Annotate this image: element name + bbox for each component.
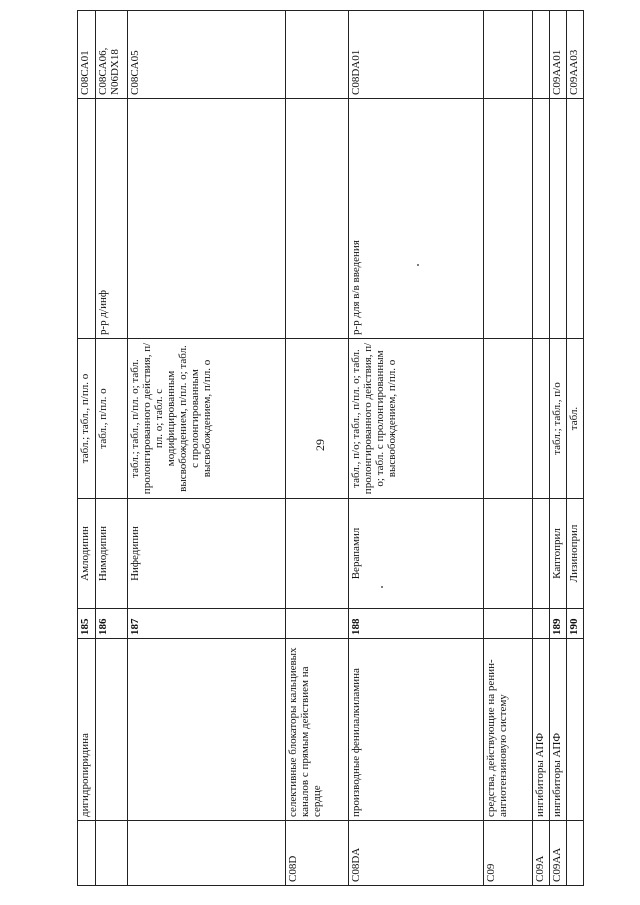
table-row	[95, 11, 127, 886]
table-row	[348, 11, 483, 886]
group-cell: селективные блокаторы кальциевых каналов с прямым действием на сердце	[285, 639, 348, 821]
table-row	[567, 11, 584, 886]
atc-cell	[127, 821, 285, 886]
code-cell: C08DA01	[348, 11, 483, 99]
page-number: 29	[313, 439, 327, 451]
table-row	[78, 11, 96, 886]
drug-cell	[533, 499, 550, 609]
form-cell: табл.; табл., п/пл. о	[78, 339, 96, 499]
atc-cell	[95, 821, 127, 886]
form-extra-cell: р-р д/инф	[95, 99, 127, 339]
form-cell	[483, 339, 533, 499]
table-row	[533, 11, 550, 886]
form-extra-cell	[550, 99, 567, 339]
drug-cell: Нифедипин	[127, 499, 285, 609]
form-extra-cell: р-р для в/в введения	[348, 99, 483, 339]
drug-cell: Нимодипин	[95, 499, 127, 609]
atc-cell: C09AA	[550, 821, 567, 886]
group-cell: ингибиторы АПФ	[533, 639, 550, 821]
number-cell	[285, 609, 348, 639]
code-cell: C08CA01	[78, 11, 96, 99]
table-row	[483, 11, 533, 886]
group-cell	[127, 639, 285, 821]
number-cell: 187	[127, 609, 285, 639]
number-cell: 188	[348, 609, 483, 639]
code-cell	[483, 11, 533, 99]
code-cell: C08CA06, N06DX18	[95, 11, 127, 99]
drug-table-rotated	[77, 11, 584, 886]
number-cell: 186	[95, 609, 127, 639]
number-cell: 189	[550, 609, 567, 639]
form-extra-cell	[285, 99, 348, 339]
form-cell: табл.; табл., п/о	[550, 339, 567, 499]
code-cell: C09AA03	[567, 11, 584, 99]
table-row	[127, 11, 285, 886]
code-cell	[285, 11, 348, 99]
group-cell: средства, действующие на ренин-ангиотензиновую систему	[483, 639, 533, 821]
code-cell	[533, 11, 550, 99]
form-extra-cell	[533, 99, 550, 339]
form-cell: табл.; табл., п/пл. о; табл. пролонгированного действия, п/пл. о; табл. с модифицированным высвобождением, п/пл. о; табл. с пролонгированным высвобождением, п/пл. о	[127, 339, 285, 499]
number-cell: 190	[567, 609, 584, 639]
number-cell	[483, 609, 533, 639]
group-cell	[567, 639, 584, 821]
form-cell	[285, 339, 348, 499]
form-extra-cell	[127, 99, 285, 339]
atc-cell	[78, 821, 96, 886]
code-cell: C08CA05	[127, 11, 285, 99]
group-cell	[95, 639, 127, 821]
form-cell: табл., п/пл. о	[95, 339, 127, 499]
number-cell	[533, 609, 550, 639]
drug-cell: Лизиноприл	[567, 499, 584, 609]
drug-cell: Верапамил	[348, 499, 483, 609]
code-cell: C09AA01	[550, 11, 567, 99]
atc-cell: C09	[483, 821, 533, 886]
form-extra-cell	[78, 99, 96, 339]
drug-cell	[483, 499, 533, 609]
atc-cell	[567, 821, 584, 886]
drug-table	[77, 10, 584, 886]
form-cell	[533, 339, 550, 499]
form-cell: табл.	[567, 339, 584, 499]
atc-cell: C08DA	[348, 821, 483, 886]
form-cell: табл., п/о; табл., п/пл. о; табл. пролонгированного действия, п/о; табл. с пролонгированным высвобождением, п/пл. о	[348, 339, 483, 499]
drug-cell: Амлодипин	[78, 499, 96, 609]
drug-cell: Каптоприл	[550, 499, 567, 609]
form-extra-cell	[483, 99, 533, 339]
drug-cell	[285, 499, 348, 609]
group-cell: производные фенилалкиламина	[348, 639, 483, 821]
form-extra-cell	[567, 99, 584, 339]
atc-cell: C08D	[285, 821, 348, 886]
table-row	[285, 11, 348, 886]
table-row	[550, 11, 567, 886]
atc-cell: C09A	[533, 821, 550, 886]
number-cell: 185	[78, 609, 96, 639]
group-cell: ингибиторы АПФ	[550, 639, 567, 821]
group-cell: дигидропиридина	[78, 639, 96, 821]
